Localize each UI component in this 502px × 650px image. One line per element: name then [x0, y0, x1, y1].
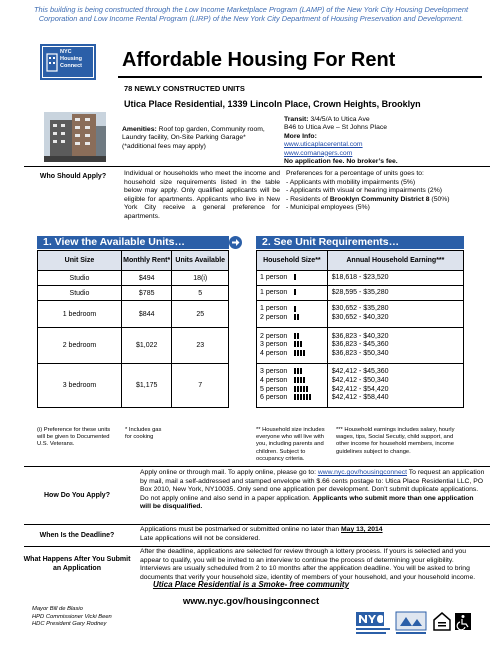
eligibility-text: Individual or households who meet the income and household size requirements listed in the table below may apply. Only qualified applicants will be eligible for apartments. Applicants who live in New York City receive a general preference for apartments.: [124, 170, 280, 220]
how-to-apply-text: [140, 469, 485, 512]
accessibility-icon: [455, 613, 471, 630]
household-size-label: 3 person: [260, 341, 288, 349]
household-size: [260, 274, 327, 283]
unit-size: 3 bedroom: [38, 364, 122, 408]
household-size-cell: [257, 301, 328, 328]
income-range-cell: [327, 301, 463, 328]
household-size: [260, 341, 327, 350]
building-icon: [46, 52, 58, 72]
divider: [24, 466, 490, 467]
person-icons: [294, 368, 303, 375]
person-icon: [294, 368, 296, 374]
household-size-cell: [257, 328, 328, 364]
person-icon: [303, 377, 305, 383]
footnote-gas: * Includes gas for cooking: [125, 427, 162, 441]
unit-rent: $844: [121, 301, 172, 328]
unit-available: 7: [172, 364, 229, 408]
household-size: [260, 368, 327, 377]
person-icon: [297, 394, 299, 400]
units-table: [37, 250, 229, 408]
table-row: [257, 271, 464, 286]
person-icon: [294, 386, 296, 392]
transit-info: [284, 116, 480, 166]
person-icons: [294, 350, 306, 357]
housing-connect-logo: [42, 46, 94, 78]
unit-available: 5: [172, 286, 229, 301]
units-count: 78 NEWLY CONSTRUCTED UNITS: [124, 84, 245, 93]
person-icon: [300, 350, 302, 356]
mayor: Mayor Bill de Blasio: [32, 606, 83, 612]
housing-connect-link[interactable]: www.nyc.gov/housingconnect: [317, 469, 408, 476]
equal-housing-icon: [434, 613, 450, 630]
unit-size: Studio: [38, 271, 122, 286]
section-1-header: 1. View the Available Units…: [37, 236, 229, 249]
who-should-apply-label: Who Should Apply?: [39, 173, 107, 180]
income-range: $28,595 - $35,280: [331, 288, 389, 296]
person-icon: [297, 368, 299, 374]
unit-size: 1 bedroom: [38, 301, 122, 328]
table-row: [38, 364, 229, 408]
income-range-cell: [327, 364, 463, 408]
person-icon: [297, 314, 299, 320]
preferences: [286, 170, 486, 213]
household-size-label: 4 person: [260, 376, 288, 384]
col-annual-earning: Annual Household Earning***: [327, 251, 463, 271]
fee-note: No application fee. No broker’s fee.: [284, 158, 398, 166]
unit-rent: $1,175: [121, 364, 172, 408]
income-range: $30,652 - $35,280: [331, 305, 389, 313]
income-range: $36,823 - $50,340: [331, 349, 389, 357]
household-size-label: 4 person: [260, 349, 288, 357]
person-icons: [294, 394, 312, 401]
col-unit-size: Unit Size: [38, 251, 122, 271]
unit-available: 18(i): [172, 271, 229, 286]
person-icons: [294, 305, 297, 312]
title-rule: [118, 76, 482, 78]
pref-mobility: - Applicants with mobility impairments (5%): [286, 178, 416, 186]
person-icon: [297, 333, 299, 339]
income-range: $30,652 - $40,320: [331, 314, 389, 321]
table-row: [38, 328, 229, 364]
household-size-label: 1 person: [260, 273, 288, 281]
person-icons: [294, 274, 297, 281]
col-monthly-rent: Monthly Rent*: [121, 251, 172, 271]
more-info-label: More Info:: [284, 132, 317, 140]
household-size: [260, 386, 327, 395]
household-size-label: 1 person: [260, 288, 288, 296]
unit-rent: $785: [121, 286, 172, 301]
footnote-household-size: ** Household size includes everyone who will live with you, including parents and children. Subject to occupancy criteria.: [256, 427, 325, 462]
person-icons: [294, 314, 300, 321]
amenities-note: (*additional fees may apply): [122, 142, 206, 150]
unit-size: Studio: [38, 286, 122, 301]
person-icon: [306, 394, 308, 400]
income-range: $42,412 - $50,340: [331, 376, 389, 384]
household-size: [260, 314, 327, 323]
address: Utica Place Residential, 1339 Lincoln Place, Crown Heights, Brooklyn: [124, 99, 421, 109]
person-icon: [294, 350, 296, 356]
household-size: [260, 289, 327, 298]
pref-municipal: - Municipal employees (5%): [286, 204, 370, 212]
how-to-apply-label: How Do You Apply?: [44, 492, 110, 499]
logo-line-1: NYC: [60, 49, 72, 55]
household-size-label: 6 person: [260, 394, 288, 402]
deadline-date: May 13, 2014: [341, 526, 383, 533]
pref-visual-hearing: - Applicants with visual or hearing impairments (2%): [286, 187, 443, 195]
col-units-available: Units Available: [172, 251, 229, 271]
hdc-logo: [396, 612, 426, 634]
person-icon: [300, 377, 302, 383]
unit-available: 23: [172, 328, 229, 364]
program-intro: This building is being constructed through the Low Income Marketplace Program (LAMP) of the New York City Housing Development Corporation and Low Income Rental Program (LIRP) of the New York City Department of Housing Preservation and Development.: [33, 5, 469, 23]
household-size: [260, 394, 327, 403]
apply-online-text: Apply online or through mail. To apply online, please go to:: [140, 469, 318, 476]
deadline-sentence: Applications must be postmarked or submitted online no later than: [140, 526, 341, 533]
transit-line-2: B46 to Utica Ave – St Johns Place: [284, 124, 388, 132]
income-range-cell: [327, 286, 463, 301]
requirements-table: [256, 250, 464, 408]
unit-available: 25: [172, 301, 229, 328]
deadline-label: When Is the Deadline?: [39, 532, 115, 539]
person-icon: [300, 368, 302, 374]
household-size-label: 3 person: [260, 368, 288, 376]
unit-rent: $494: [121, 271, 172, 286]
table-row: [257, 328, 464, 364]
household-size-label: 5 person: [260, 385, 288, 393]
person-icon: [297, 341, 299, 347]
pref-community-district: - Residents of Brooklyn Community District 8 (50%): [286, 195, 450, 203]
person-icon: [294, 274, 296, 280]
household-size-label: 2 person: [260, 332, 288, 340]
footnote-veterans: (i) Preference for these units will be given to Documented U.S. Veterans.: [37, 427, 111, 448]
link-utica-place[interactable]: www.uticaplacerental.com: [284, 141, 363, 149]
household-size-label: 2 person: [260, 314, 288, 321]
footer-url[interactable]: www.nyc.gov/housingconnect: [182, 596, 320, 607]
table-row: [257, 286, 464, 301]
person-icons: [294, 333, 300, 340]
table-row: [38, 286, 229, 301]
smoke-free-text: Utica Place Residential is a Smoke- free community: [152, 580, 350, 589]
person-icon: [309, 394, 311, 400]
officials: [32, 606, 112, 629]
agency-logos: [356, 610, 472, 642]
income-range: $18,618 - $23,520: [331, 273, 389, 281]
income-range: $36,823 - $45,360: [331, 341, 389, 349]
income-range: $36,823 - $40,320: [331, 332, 389, 340]
footnote-earnings: *** Household earnings includes salary, hourly wages, tips, Social Secutiy, child support, and other income for household members, income guidelines subject to change.: [336, 427, 455, 455]
logo-line-3: Connect: [60, 63, 82, 69]
page-title: Affordable Housing For Rent: [122, 49, 396, 71]
person-icon: [306, 386, 308, 392]
table-row: [257, 301, 464, 328]
unit-rent: $1,022: [121, 328, 172, 364]
transit-line-1: 3/4/5/A to Utica Ave: [310, 116, 370, 123]
table-row: [38, 301, 229, 328]
person-icon: [294, 394, 296, 400]
person-icon: [297, 386, 299, 392]
amenities-label: Amenities:: [122, 126, 157, 133]
person-icon: [297, 350, 299, 356]
household-size: [260, 305, 327, 314]
person-icon: [294, 333, 296, 339]
link-comanagers[interactable]: www.comanagers.com: [284, 149, 353, 157]
household-size: [260, 350, 327, 359]
person-icon: [303, 350, 305, 356]
late-applications-note: Late applications will not be considered.: [140, 534, 261, 542]
household-size-cell: [257, 364, 328, 408]
person-icon: [294, 341, 296, 347]
arrow-right-icon: [229, 236, 242, 249]
table-row: [38, 271, 229, 286]
after-apply-text: After the deadline, applications are selected for review through a lottery process. If yours is selected and you appear to qualify, you will be invited to an interview to continue the process of determining your eligibility. Interviews are usually scheduled from 2 to 10 months after the application deadline. You will be asked to bring documents that verify your household size, identity of members of your household, and your household income.: [140, 548, 476, 581]
person-icons: [294, 289, 297, 296]
hpd-commissioner: HPD Commissioner Vicki Been: [32, 613, 112, 620]
income-range: $42,412 - $54,420: [331, 385, 389, 393]
household-size-cell: [257, 286, 328, 301]
logo-line-2: Housing: [60, 56, 82, 62]
income-range: $42,412 - $45,360: [331, 368, 389, 376]
hdc-president: HDC President Gary Rodney: [32, 621, 107, 628]
person-icons: [294, 341, 303, 348]
transit-label: Transit:: [284, 116, 309, 123]
person-icon: [300, 394, 302, 400]
income-range-cell: [327, 271, 463, 286]
person-icon: [300, 386, 302, 392]
person-icon: [303, 386, 305, 392]
section-2-header: 2. See Unit Requirements…: [256, 236, 464, 249]
person-icon: [297, 377, 299, 383]
divider: [24, 166, 490, 167]
income-range-cell: [327, 328, 463, 364]
amenities: [122, 126, 274, 151]
household-size: [260, 333, 327, 342]
household-size-label: 1 person: [260, 305, 288, 313]
divider: [24, 546, 490, 547]
person-icon: [294, 306, 296, 312]
disqualification-warning: Applicants who submit more than one application will be disqualified.: [140, 494, 474, 511]
col-household-size: Household Size**: [257, 251, 328, 271]
person-icon: [294, 377, 296, 383]
person-icon: [294, 314, 296, 320]
apply-mail-text: To request an application by mail, mail a self-addressed and stamped envelope with $.66 cents postage to: Utica Place Residential LLC, PO Box 2010, New York, NY10035. Only send one application per development. Don’t submit duplicate applications. Do not apply online and also send in a paper application.: [140, 469, 485, 502]
person-icon: [294, 289, 296, 295]
household-size-cell: [257, 271, 328, 286]
unit-size: 2 bedroom: [38, 328, 122, 364]
after-apply-label: What Happens After You Submit an Application: [23, 556, 131, 572]
person-icon: [303, 394, 305, 400]
income-range: $42,412 - $58,440: [331, 394, 389, 402]
household-size: [260, 377, 327, 386]
nyc-logo: [356, 612, 390, 634]
building-rendering-image: [44, 112, 106, 162]
deadline-text: [140, 526, 485, 543]
smoke-free-note: [0, 580, 502, 589]
person-icon: [300, 341, 302, 347]
person-icons: [294, 377, 306, 384]
preferences-title: Preferences for a percentage of units goes to:: [286, 170, 424, 177]
amenities-text: Roof top garden, Community room, Laundry facility, On-Site Parking Garage*: [122, 126, 265, 142]
person-icons: [294, 386, 309, 393]
table-row: [257, 364, 464, 408]
divider: [24, 524, 490, 525]
